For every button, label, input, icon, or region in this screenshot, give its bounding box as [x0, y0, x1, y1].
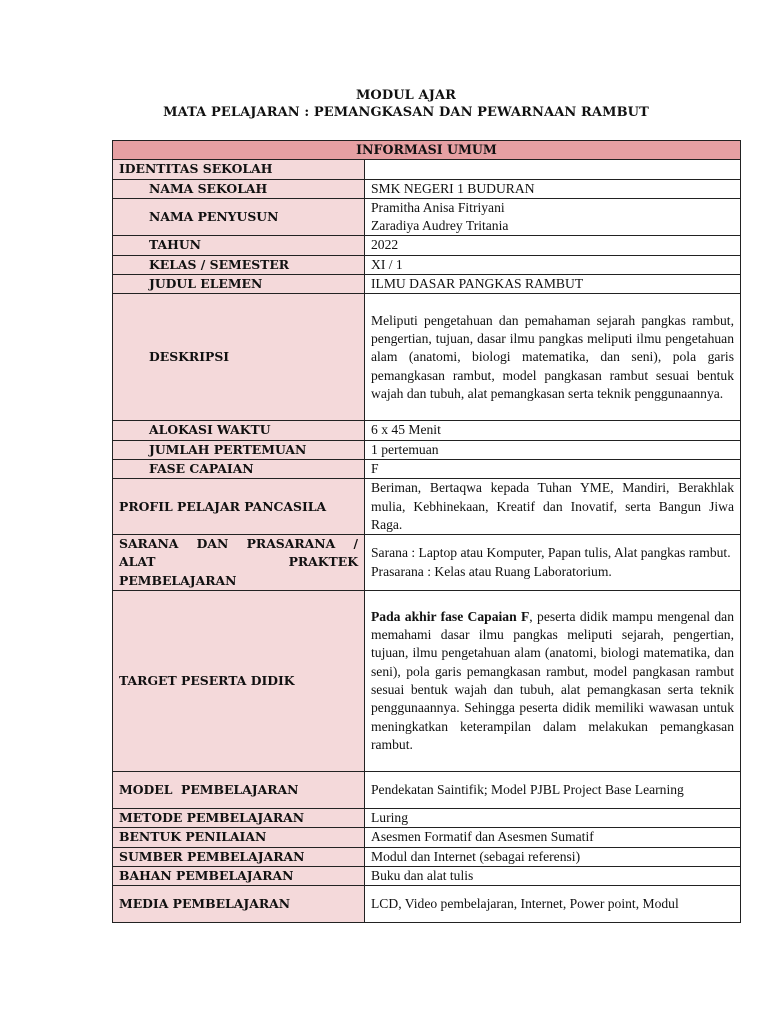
table-row	[113, 535, 741, 591]
table-header: INFORMASI UMUM	[113, 141, 741, 160]
table-row	[113, 255, 741, 274]
document-title: MODUL AJAR	[355, 88, 457, 103]
row-value: Modul dan Internet (sebagai referensi)	[365, 847, 741, 866]
row-value: Luring	[365, 809, 741, 828]
row-value: Pendekatan Saintifik; Model PJBL Project Base Learning	[365, 772, 741, 809]
row-label: METODE PEMBELAJARAN	[113, 809, 365, 828]
table-row	[113, 886, 741, 923]
row-label: MODEL PEMBELAJARAN	[113, 772, 365, 809]
table-row	[113, 440, 741, 459]
row-value: 2022	[365, 236, 741, 255]
row-label: KELAS / SEMESTER	[113, 255, 365, 274]
sarana-label-line	[119, 553, 358, 571]
row-value: ILMU DASAR PANGKAS RAMBUT	[365, 275, 741, 294]
row-value: Buku dan alat tulis	[365, 866, 741, 885]
target-text: , peserta didik mampu mengenal dan memahami dasar ilmu pangkas meliputi sejarah, pengertian, tujuan, ilmu pengetahuan alam (anatomi, biologi matematika, dan seni), pola garis pemangkasan rambut, model pangkasan rambut sesuai bentuk wajah dan tubuh, alat pemangkasan serta teknik penggunaannya. Sehingga peserta didik memiliki wawasan untuk meningkatkan keterampilan dalam melakukan pemangkasan rambut.	[371, 608, 734, 752]
row-value: LCD, Video pembelajaran, Internet, Power point, Modul	[365, 886, 741, 923]
document-subtitle: MATA PELAJARAN : PEMANGKASAN DAN PEWARNAAN RAMBUT	[163, 105, 649, 120]
row-label: TARGET PESERTA DIDIK	[113, 591, 365, 772]
row-value: XI / 1	[365, 255, 741, 274]
informasi-umum-table	[112, 140, 741, 923]
table-row	[113, 179, 741, 198]
sarana-value: Sarana : Laptop atau Komputer, Papan tulis, Alat pangkas rambut.	[371, 545, 731, 561]
row-label: NAMA PENYUSUN	[113, 198, 365, 236]
row-label: JUDUL ELEMEN	[113, 275, 365, 294]
row-label: MEDIA PEMBELAJARAN	[113, 886, 365, 923]
row-label: PROFIL PELAJAR PANCASILA	[113, 479, 365, 535]
row-value	[365, 198, 741, 236]
prasarana-value: Prasarana : Kelas atau Ruang Laboratorium.	[371, 563, 612, 579]
section-value	[365, 160, 741, 179]
row-value: Meliputi pengetahuan dan pemahaman sejarah pangkas rambut, pengertian, tujuan, dasar ilmu pangkas meliputi ilmu pengetahuan alam (anatomi, biologi matematika, dan seni), pola garis pemangkasan rambut, model pangkasan rambut sesuai bentuk wajah dan tubuh, alat pemangkasan serta teknik penggunaannya.	[365, 294, 741, 421]
table-row	[113, 847, 741, 866]
sarana-label-line: SARANA DAN PRASARANA /	[119, 536, 358, 552]
row-value: 1 pertemuan	[365, 440, 741, 459]
table-header-row	[113, 141, 741, 160]
table-row	[113, 479, 741, 535]
table-row	[113, 591, 741, 772]
row-label	[113, 535, 365, 591]
table-row	[113, 772, 741, 809]
sarana-label-word: PRAKTEK	[288, 554, 358, 570]
row-value: Beriman, Bertaqwa kepada Tuhan YME, Mandiri, Berakhlak mulia, Kebhinekaan, Kreatif dan Inovatif, serta Bangun Jiwa Raga.	[365, 479, 741, 535]
row-value: F	[365, 459, 741, 478]
row-label: FASE CAPAIAN	[113, 459, 365, 478]
row-label: BAHAN PEMBELAJARAN	[113, 866, 365, 885]
table-row	[113, 866, 741, 885]
penyusun-name: Zaradiya Audrey Tritania	[371, 218, 509, 234]
sarana-label-word: ALAT	[119, 554, 156, 570]
table-row	[113, 828, 741, 847]
table-row	[113, 459, 741, 478]
row-label: JUMLAH PERTEMUAN	[113, 440, 365, 459]
row-value: Asesmen Formatif dan Asesmen Sumatif	[365, 828, 741, 847]
sarana-label-line: PEMBELAJARAN	[119, 572, 237, 588]
table-row	[113, 421, 741, 440]
row-value	[365, 535, 741, 591]
row-label: ALOKASI WAKTU	[113, 421, 365, 440]
section-label: IDENTITAS SEKOLAH	[113, 160, 365, 179]
row-label: SUMBER PEMBELAJARAN	[113, 847, 365, 866]
target-bold-text: Pada akhir fase Capaian F	[371, 608, 530, 624]
table-row	[113, 160, 741, 179]
table-row	[113, 275, 741, 294]
row-label: NAMA SEKOLAH	[113, 179, 365, 198]
table-row	[113, 198, 741, 236]
table-row	[113, 236, 741, 255]
table-row	[113, 809, 741, 828]
row-value: 6 x 45 Menit	[365, 421, 741, 440]
row-label: TAHUN	[113, 236, 365, 255]
table-row	[113, 294, 741, 421]
row-label: DESKRIPSI	[113, 294, 365, 421]
row-value: SMK NEGERI 1 BUDURAN	[365, 179, 741, 198]
row-label: BENTUK PENILAIAN	[113, 828, 365, 847]
penyusun-name: Pramitha Anisa Fitriyani	[371, 199, 505, 215]
row-value	[365, 591, 741, 772]
